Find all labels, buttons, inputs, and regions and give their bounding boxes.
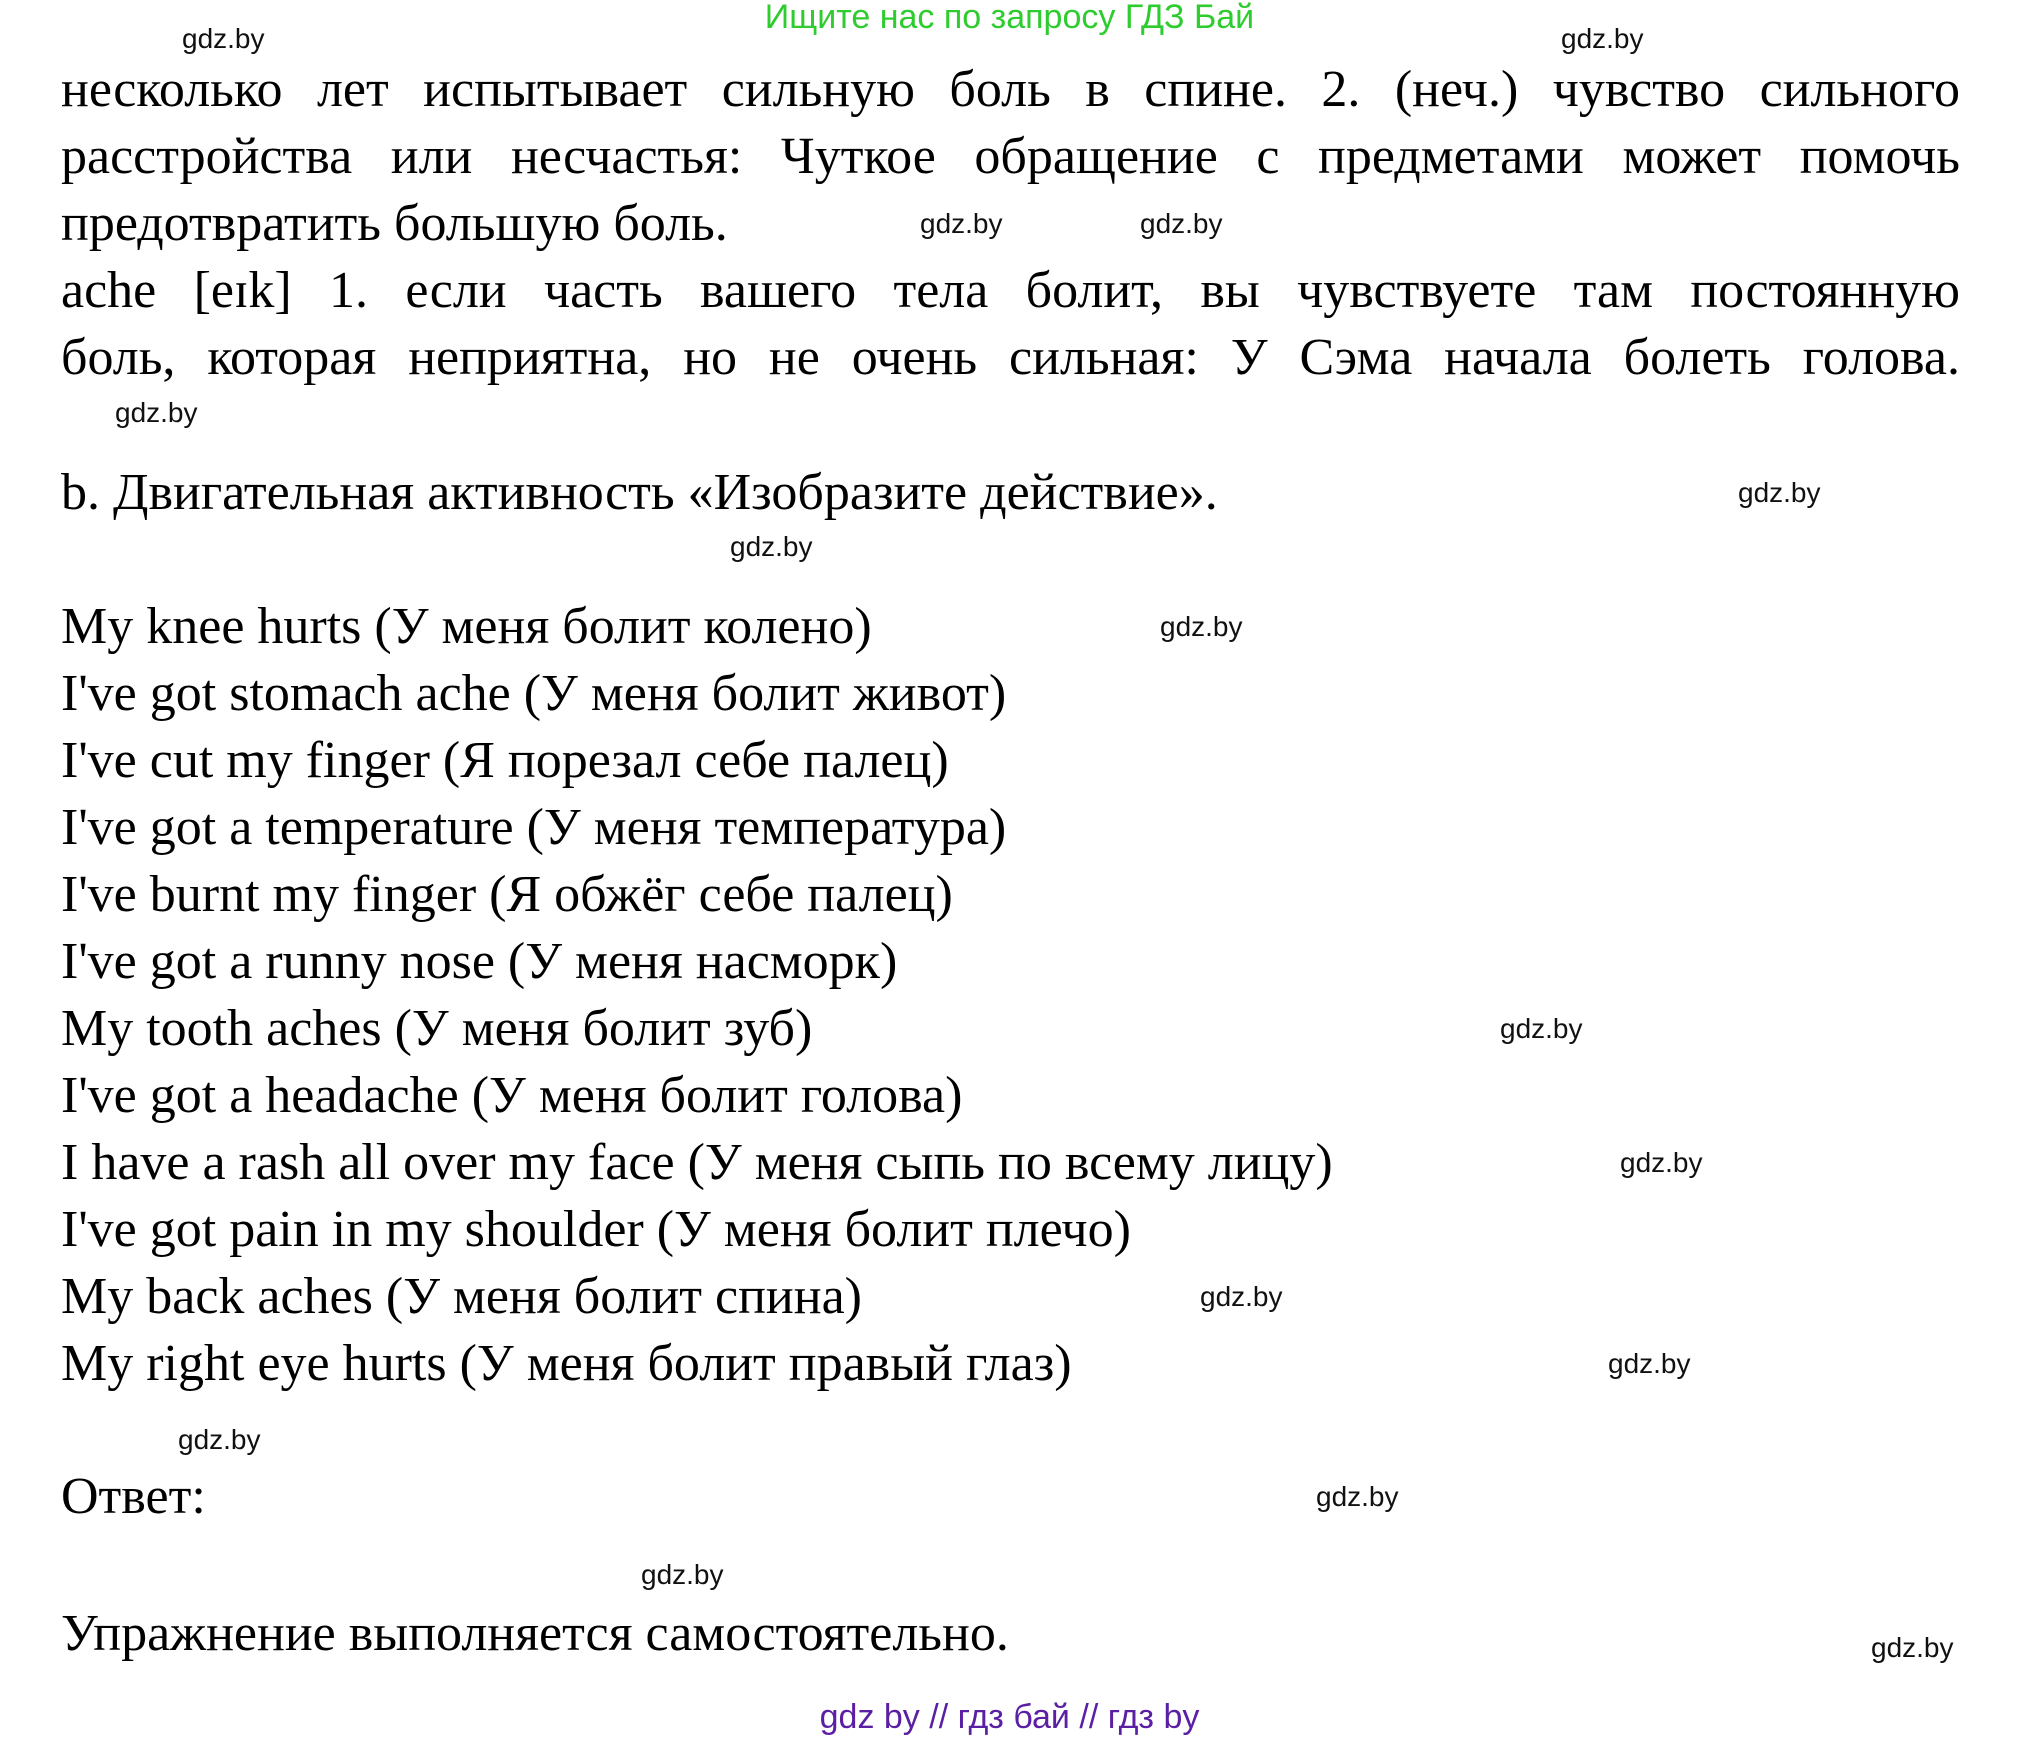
phrase-item: I've got pain in my shoulder (У меня болит плечо) [61,1201,1131,1258]
phrase-item: I've got a headache (У меня болит голова) [61,1067,963,1124]
phrase-item: My knee hurts (У меня болит колено) [61,598,872,655]
phrase-item: I've cut my finger (Я порезал себе палец) [61,732,949,789]
definition-line: несколько лет испытывает сильную боль в спине. 2. (неч.) чувство сильного [61,61,1960,118]
watermark: gdz.by [730,531,813,562]
watermark: gdz.by [1316,1481,1399,1512]
watermark: gdz.by [920,208,1003,239]
footer-links: gdz by // гдз бай // гдз by [819,1698,1200,1736]
watermark: gdz.by [1608,1348,1691,1379]
phrase-item: My right eye hurts (У меня болит правый глаз) [61,1335,1072,1392]
watermark: gdz.by [1871,1632,1954,1663]
watermark: gdz.by [115,397,198,428]
watermark: gdz.by [182,23,265,54]
watermark: gdz.by [1200,1281,1283,1312]
phrase-item: I've got a runny nose (У меня насморк) [61,933,898,990]
phrase-item: My back aches (У меня болит спина) [61,1268,862,1325]
phrase-item: I have a rash all over my face (У меня сыпь по всему лицу) [61,1134,1333,1191]
task-b-heading: b. Двигательная активность «Изобразите действие». [61,464,1218,521]
watermark: gdz.by [1140,208,1223,239]
watermark: gdz.by [1620,1147,1703,1178]
watermark: gdz.by [641,1559,724,1590]
phrase-item: I've got stomach ache (У меня болит живот) [61,665,1007,722]
answer-text: Упражнение выполняется самостоятельно. [61,1605,1009,1662]
phrase-item: My tooth aches (У меня болит зуб) [61,1000,813,1057]
watermark: gdz.by [1561,23,1644,54]
definition-line: расстройства или несчастья: Чуткое обращение с предметами может помочь [61,128,1960,185]
watermark: gdz.by [178,1424,261,1455]
phrase-item: I've got a temperature (У меня температура) [61,799,1007,856]
watermark: gdz.by [1500,1013,1583,1044]
search-banner: Ищите нас по запросу ГДЗ Бай [764,0,1255,36]
watermark: gdz.by [1738,477,1821,508]
definition-line: предотвратить большую боль. [61,195,728,252]
definition-line: ache [eɪk] 1. если часть вашего тела болит, вы чувствуете там постоянную [61,262,1960,319]
phrase-item: I've burnt my finger (Я обжёг себе палец) [61,866,953,923]
definition-line: боль, которая неприятна, но не очень сильная: У Сэма начала болеть голова. [61,329,1960,386]
answer-label: Ответ: [61,1468,206,1525]
watermark: gdz.by [1160,611,1243,642]
